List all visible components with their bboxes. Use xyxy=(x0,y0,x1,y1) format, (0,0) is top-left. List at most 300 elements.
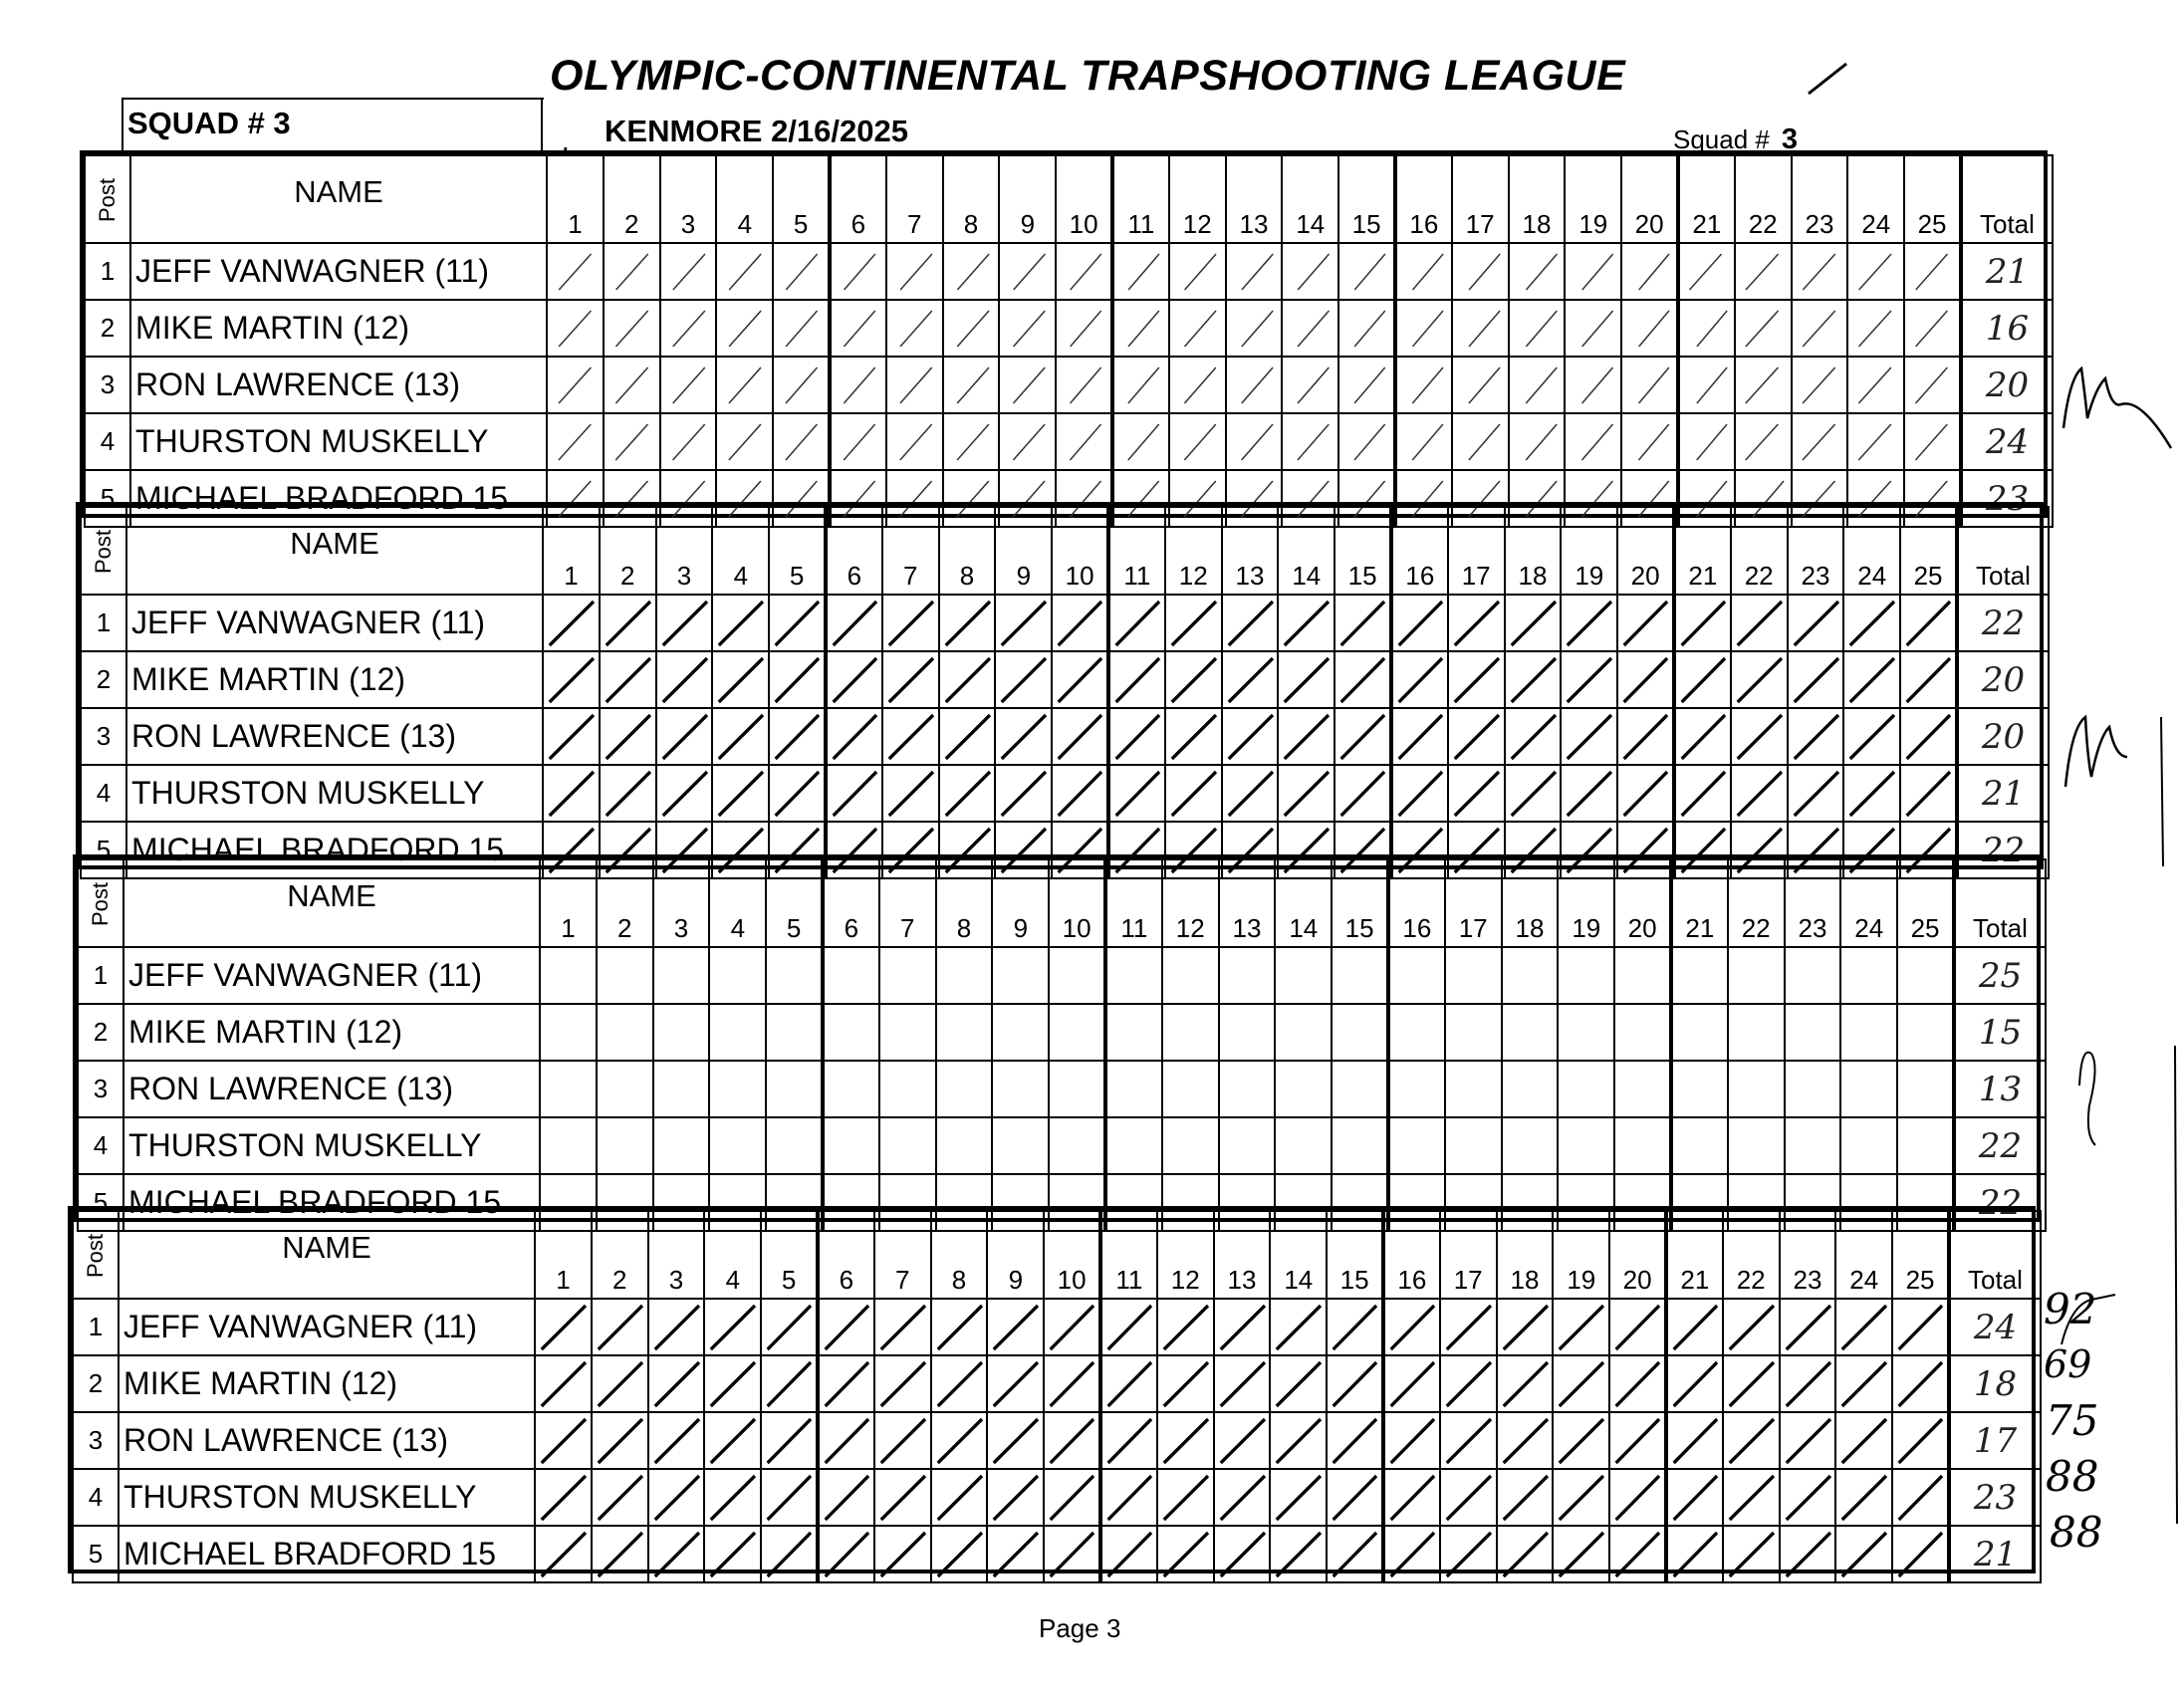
target-cell xyxy=(769,708,826,765)
target-number-header: 19 xyxy=(1565,155,1621,243)
target-number-header: 16 xyxy=(1395,155,1452,243)
target-cell xyxy=(1222,651,1279,708)
target-cell xyxy=(1835,1355,1892,1412)
target-cell xyxy=(1671,1004,1728,1061)
target-number-header: 20 xyxy=(1617,507,1674,595)
target-cell xyxy=(1395,357,1452,413)
target-cell xyxy=(1448,595,1505,651)
target-cell xyxy=(1391,651,1448,708)
target-cell xyxy=(1219,1061,1276,1117)
target-cell xyxy=(1835,1526,1892,1582)
target-cell xyxy=(1056,357,1112,413)
target-cell xyxy=(712,651,769,708)
target-cell xyxy=(879,1061,936,1117)
target-cell xyxy=(1678,413,1735,470)
target-cell xyxy=(1843,708,1900,765)
target-cell xyxy=(712,708,769,765)
target-cell xyxy=(931,1355,988,1412)
shooter-row xyxy=(73,1355,2041,1412)
shooter-name: MIKE MARTIN (12) xyxy=(123,1004,540,1061)
target-cell xyxy=(874,1299,931,1355)
target-cell xyxy=(1502,947,1559,1004)
target-cell xyxy=(1165,708,1222,765)
target-cell xyxy=(656,708,713,765)
target-cell xyxy=(1052,651,1108,708)
post-number: 5 xyxy=(85,470,130,527)
target-cell xyxy=(1056,300,1112,357)
name-header: NAME xyxy=(130,155,547,243)
target-cell xyxy=(1169,243,1226,300)
target-number-header: 9 xyxy=(995,507,1052,595)
target-number-header: 21 xyxy=(1671,859,1728,947)
target-cell xyxy=(886,300,943,357)
target-number-header: 5 xyxy=(773,155,830,243)
post-number: 4 xyxy=(85,413,130,470)
shooter-row xyxy=(85,413,2053,470)
target-cell xyxy=(1509,300,1566,357)
shooter-name: JEFF VANWAGNER (11) xyxy=(130,243,547,300)
target-cell xyxy=(535,1299,592,1355)
target-cell xyxy=(540,947,597,1004)
target-cell xyxy=(1100,1299,1157,1355)
name-header: NAME xyxy=(123,859,540,947)
target-cell xyxy=(653,1061,710,1117)
target-cell xyxy=(704,1526,761,1582)
target-number-header: 7 xyxy=(886,155,943,243)
target-cell xyxy=(1621,243,1678,300)
target-number-header: 8 xyxy=(931,1211,988,1299)
target-cell xyxy=(882,651,939,708)
round-total: 21 xyxy=(1949,1526,2041,1582)
target-number-header: 8 xyxy=(943,155,1000,243)
target-cell xyxy=(1785,1117,1841,1174)
target-cell xyxy=(656,765,713,822)
target-cell xyxy=(823,947,879,1004)
target-cell xyxy=(939,595,996,651)
target-cell xyxy=(543,708,600,765)
target-cell xyxy=(712,765,769,822)
total-header: Total xyxy=(1954,859,2046,947)
target-cell xyxy=(1900,765,1957,822)
target-cell xyxy=(1282,357,1338,413)
post-header: Post xyxy=(78,859,123,947)
target-cell xyxy=(1157,1299,1214,1355)
target-number-header: 23 xyxy=(1780,1211,1836,1299)
post-header: Post xyxy=(73,1211,119,1299)
target-cell xyxy=(1226,300,1283,357)
target-cell xyxy=(1383,1526,1440,1582)
target-cell xyxy=(1723,1526,1780,1582)
target-number-header: 2 xyxy=(600,507,656,595)
target-cell xyxy=(543,595,600,651)
target-cell xyxy=(1219,1117,1276,1174)
score-block-2 xyxy=(80,506,2050,879)
target-number-header: 24 xyxy=(1843,507,1900,595)
target-cell xyxy=(540,1117,597,1174)
target-cell xyxy=(1497,1469,1554,1526)
target-number-header: 20 xyxy=(1621,155,1678,243)
grand-total-5: 88 xyxy=(2050,1508,2103,1557)
target-cell xyxy=(1044,1469,1100,1526)
target-cell xyxy=(1169,357,1226,413)
target-cell xyxy=(766,1117,823,1174)
post-number: 5 xyxy=(73,1526,119,1582)
target-number-header: 25 xyxy=(1904,155,1961,243)
target-cell xyxy=(1332,1061,1388,1117)
target-number-header: 9 xyxy=(987,1211,1044,1299)
target-cell xyxy=(1278,595,1335,651)
target-cell xyxy=(1614,1004,1671,1061)
target-cell xyxy=(592,1412,648,1469)
target-cell xyxy=(1275,947,1332,1004)
target-cell xyxy=(1780,1469,1836,1526)
target-cell xyxy=(1108,708,1165,765)
shooter-row xyxy=(85,300,2053,357)
post-number: 1 xyxy=(85,243,130,300)
target-cell xyxy=(704,1299,761,1355)
target-cell xyxy=(1678,243,1735,300)
post-header: Post xyxy=(81,507,126,595)
shooter-row xyxy=(78,947,2046,1004)
target-cell xyxy=(704,1355,761,1412)
target-cell xyxy=(1728,1061,1785,1117)
target-cell xyxy=(1165,595,1222,651)
target-cell xyxy=(1044,1412,1100,1469)
target-cell xyxy=(1497,1355,1554,1412)
target-cell xyxy=(535,1355,592,1412)
target-cell xyxy=(656,595,713,651)
target-cell xyxy=(943,357,1000,413)
target-cell xyxy=(1558,1061,1614,1117)
target-cell xyxy=(1214,1299,1271,1355)
shooter-name: THURSTON MUSKELLY xyxy=(119,1469,535,1526)
target-cell xyxy=(547,243,604,300)
target-number-header: 4 xyxy=(712,507,769,595)
target-cell xyxy=(1338,357,1395,413)
target-number-header: 3 xyxy=(656,507,713,595)
target-number-header: 14 xyxy=(1275,859,1332,947)
target-cell xyxy=(773,413,830,470)
target-cell xyxy=(1338,300,1395,357)
target-cell xyxy=(1621,413,1678,470)
target-cell xyxy=(1327,1469,1383,1526)
target-cell xyxy=(597,1004,653,1061)
target-number-header: 5 xyxy=(769,507,826,595)
target-cell xyxy=(1788,595,1844,651)
target-cell xyxy=(1553,1412,1609,1469)
target-cell xyxy=(1904,300,1961,357)
target-cell xyxy=(604,413,660,470)
target-cell xyxy=(1614,1061,1671,1117)
target-cell xyxy=(1502,1061,1559,1117)
target-cell xyxy=(1219,947,1276,1004)
round-total: 20 xyxy=(1961,357,2053,413)
shooter-name: RON LAWRENCE (13) xyxy=(126,708,543,765)
shooter-name: THURSTON MUSKELLY xyxy=(130,413,547,470)
target-cell xyxy=(1270,1412,1327,1469)
target-cell xyxy=(709,947,766,1004)
target-cell xyxy=(830,243,886,300)
target-cell xyxy=(987,1299,1044,1355)
target-number-header: 7 xyxy=(879,859,936,947)
name-header: NAME xyxy=(126,507,543,595)
target-cell xyxy=(830,357,886,413)
target-cell xyxy=(818,1412,874,1469)
target-cell xyxy=(597,1117,653,1174)
target-cell xyxy=(1561,765,1617,822)
target-cell xyxy=(999,357,1056,413)
target-cell xyxy=(656,651,713,708)
target-cell xyxy=(1609,1355,1666,1412)
target-cell xyxy=(931,1469,988,1526)
target-cell xyxy=(1835,1469,1892,1526)
target-cell xyxy=(1666,1469,1723,1526)
target-number-header: 6 xyxy=(818,1211,874,1299)
target-number-header: 13 xyxy=(1226,155,1283,243)
target-cell xyxy=(716,413,773,470)
target-cell xyxy=(1275,1117,1332,1174)
target-number-header: 6 xyxy=(830,155,886,243)
target-cell xyxy=(1044,1299,1100,1355)
target-number-header: 11 xyxy=(1105,859,1162,947)
target-cell xyxy=(1383,1299,1440,1355)
target-cell xyxy=(592,1526,648,1582)
target-cell xyxy=(1847,413,1904,470)
target-cell xyxy=(1897,947,1954,1004)
target-cell xyxy=(1157,1412,1214,1469)
shooter-row xyxy=(73,1469,2041,1526)
target-cell xyxy=(1897,1004,1954,1061)
shooter-row xyxy=(73,1412,2041,1469)
target-cell xyxy=(660,413,717,470)
post-number: 1 xyxy=(73,1299,119,1355)
target-cell xyxy=(709,1061,766,1117)
target-cell xyxy=(1226,243,1283,300)
target-cell xyxy=(1666,1355,1723,1412)
shooter-row xyxy=(78,1061,2046,1117)
round-total: 13 xyxy=(1954,1061,2046,1117)
round-total: 17 xyxy=(1949,1412,2041,1469)
target-number-header: 21 xyxy=(1666,1211,1723,1299)
target-cell xyxy=(1728,947,1785,1004)
target-cell xyxy=(1105,1061,1162,1117)
target-cell xyxy=(547,413,604,470)
target-cell xyxy=(604,300,660,357)
target-number-header: 5 xyxy=(761,1211,818,1299)
target-number-header: 4 xyxy=(716,155,773,243)
round-total: 22 xyxy=(1957,822,2049,878)
target-number-header: 9 xyxy=(992,859,1049,947)
target-number-header: 13 xyxy=(1214,1211,1271,1299)
target-cell xyxy=(1383,1412,1440,1469)
target-number-header: 1 xyxy=(535,1211,592,1299)
target-cell xyxy=(1222,595,1279,651)
target-cell xyxy=(1497,1299,1554,1355)
target-cell xyxy=(769,651,826,708)
target-number-header: 13 xyxy=(1222,507,1279,595)
target-cell xyxy=(1840,947,1897,1004)
target-number-header: 25 xyxy=(1892,1211,1949,1299)
target-number-header: 10 xyxy=(1056,155,1112,243)
target-number-header: 12 xyxy=(1157,1211,1214,1299)
post-number: 5 xyxy=(78,1174,123,1231)
target-cell xyxy=(874,1469,931,1526)
target-cell xyxy=(1731,651,1788,708)
target-cell xyxy=(1892,1469,1949,1526)
target-cell xyxy=(1785,1061,1841,1117)
target-cell xyxy=(1222,708,1279,765)
target-cell xyxy=(987,1412,1044,1469)
target-cell xyxy=(1056,413,1112,470)
target-number-header: 20 xyxy=(1614,859,1671,947)
target-number-header: 24 xyxy=(1847,155,1904,243)
name-header: NAME xyxy=(119,1211,535,1299)
shooter-row xyxy=(81,765,2049,822)
target-cell xyxy=(1270,1469,1327,1526)
round-total: 25 xyxy=(1954,947,2046,1004)
target-cell xyxy=(648,1299,705,1355)
grand-total-1: 92 xyxy=(2044,1285,2097,1333)
total-header: Total xyxy=(1949,1211,2041,1299)
target-cell xyxy=(716,357,773,413)
target-number-header: 12 xyxy=(1162,859,1219,947)
target-cell xyxy=(704,1412,761,1469)
target-cell xyxy=(936,1004,993,1061)
target-cell xyxy=(1049,1004,1105,1061)
target-cell xyxy=(1509,357,1566,413)
post-number: 2 xyxy=(78,1004,123,1061)
shooter-row xyxy=(81,651,2049,708)
target-cell xyxy=(1565,300,1621,357)
post-number: 3 xyxy=(73,1412,119,1469)
target-cell xyxy=(709,1004,766,1061)
target-cell xyxy=(1780,1299,1836,1355)
target-cell xyxy=(879,1004,936,1061)
target-cell xyxy=(1509,413,1566,470)
round-total: 24 xyxy=(1961,413,2053,470)
target-number-header: 20 xyxy=(1609,1211,1666,1299)
target-cell xyxy=(882,708,939,765)
target-cell xyxy=(1278,651,1335,708)
target-cell xyxy=(818,1469,874,1526)
shooter-name: JEFF VANWAGNER (11) xyxy=(126,595,543,651)
target-cell xyxy=(1270,1526,1327,1582)
shooter-name: JEFF VANWAGNER (11) xyxy=(123,947,540,1004)
header-divider xyxy=(541,98,543,153)
shooter-name: THURSTON MUSKELLY xyxy=(123,1117,540,1174)
shooter-row xyxy=(78,1117,2046,1174)
target-cell xyxy=(1731,765,1788,822)
shooter-name: RON LAWRENCE (13) xyxy=(119,1412,535,1469)
target-cell xyxy=(716,300,773,357)
shooter-row xyxy=(85,357,2053,413)
target-number-header: 1 xyxy=(540,859,597,947)
shooter-row xyxy=(81,595,2049,651)
target-number-header: 10 xyxy=(1052,507,1108,595)
target-cell xyxy=(1112,357,1169,413)
target-cell xyxy=(1112,243,1169,300)
target-cell xyxy=(995,708,1052,765)
target-cell xyxy=(1214,1526,1271,1582)
target-cell xyxy=(1338,413,1395,470)
score-block-3 xyxy=(77,858,2047,1232)
target-cell xyxy=(826,595,882,651)
target-number-header: 17 xyxy=(1445,859,1502,947)
target-cell xyxy=(1100,1355,1157,1412)
target-number-header: 2 xyxy=(592,1211,648,1299)
target-number-header: 22 xyxy=(1735,155,1792,243)
target-cell xyxy=(1671,1117,1728,1174)
target-cell xyxy=(1157,1355,1214,1412)
target-cell xyxy=(1735,300,1792,357)
round-total: 20 xyxy=(1957,651,2049,708)
shooter-row xyxy=(78,1004,2046,1061)
squad-number-label: Squad # xyxy=(1673,124,1770,154)
target-cell xyxy=(1561,651,1617,708)
target-cell xyxy=(1904,413,1961,470)
target-cell xyxy=(1780,1526,1836,1582)
target-cell xyxy=(1892,1526,1949,1582)
target-number-header: 4 xyxy=(704,1211,761,1299)
target-cell xyxy=(1440,1526,1497,1582)
shooter-name: MIKE MARTIN (12) xyxy=(119,1355,535,1412)
target-cell xyxy=(1897,1061,1954,1117)
target-cell xyxy=(1452,357,1509,413)
target-number-header: 7 xyxy=(874,1211,931,1299)
target-cell xyxy=(1728,1117,1785,1174)
target-cell xyxy=(1383,1469,1440,1526)
target-cell xyxy=(818,1526,874,1582)
target-cell xyxy=(1332,947,1388,1004)
grand-total-2: 69 xyxy=(2044,1342,2092,1386)
target-number-header: 10 xyxy=(1049,859,1105,947)
shooter-name: RON LAWRENCE (13) xyxy=(123,1061,540,1117)
target-cell xyxy=(1904,243,1961,300)
target-cell xyxy=(1792,413,1848,470)
target-cell xyxy=(535,1412,592,1469)
target-cell xyxy=(1558,1004,1614,1061)
target-cell xyxy=(592,1299,648,1355)
target-number-header: 21 xyxy=(1674,507,1731,595)
post-number: 2 xyxy=(81,651,126,708)
target-cell xyxy=(773,300,830,357)
target-cell xyxy=(1282,300,1338,357)
target-number-header: 14 xyxy=(1282,155,1338,243)
grand-total-3: 75 xyxy=(2046,1396,2099,1445)
target-cell xyxy=(1044,1526,1100,1582)
target-cell xyxy=(761,1412,818,1469)
target-cell xyxy=(704,1469,761,1526)
target-number-header: 15 xyxy=(1335,507,1391,595)
target-cell xyxy=(540,1004,597,1061)
target-cell xyxy=(1735,243,1792,300)
target-cell xyxy=(992,1117,1049,1174)
target-cell xyxy=(1609,1526,1666,1582)
target-number-header: 3 xyxy=(653,859,710,947)
target-cell xyxy=(1052,595,1108,651)
target-cell xyxy=(1505,595,1562,651)
target-cell xyxy=(653,1117,710,1174)
target-number-header: 4 xyxy=(709,859,766,947)
target-cell xyxy=(604,357,660,413)
target-number-header: 23 xyxy=(1788,507,1844,595)
target-cell xyxy=(648,1526,705,1582)
target-cell xyxy=(1617,595,1674,651)
target-number-header: 2 xyxy=(604,155,660,243)
target-number-header: 22 xyxy=(1731,507,1788,595)
target-cell xyxy=(992,1061,1049,1117)
target-cell xyxy=(1678,300,1735,357)
